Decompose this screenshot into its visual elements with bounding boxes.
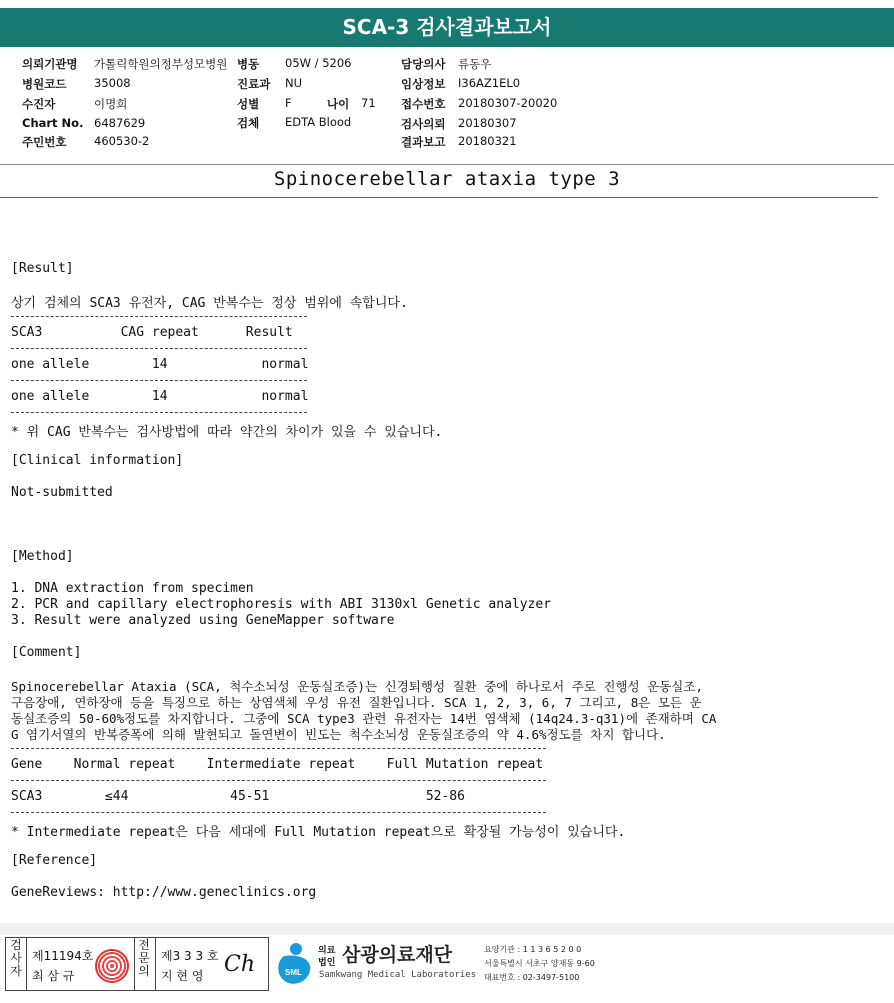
- table-divider: [11, 316, 307, 317]
- divider: [155, 938, 156, 990]
- comment-line-3: 동실조증의 50-60%정도를 차지합니다. 그중에 SCA type3 관련 유전자는 14번 염색체 (14q24.3-q31)에 존재하며 CA: [11, 711, 717, 726]
- label-ward: 병동: [237, 57, 260, 71]
- label-chart-no: Chart No.: [22, 116, 84, 130]
- table-divider: [11, 748, 546, 749]
- value-requesting-org: 가톨릭학원의정부성모병원: [94, 57, 228, 71]
- label-resident-no: 주민번호: [22, 135, 67, 149]
- value-resident-no: 460530-2: [94, 134, 150, 148]
- value-ward: 05W / 5206: [285, 56, 352, 70]
- label-patient: 수진자: [22, 97, 56, 111]
- result-table-header: SCA3 CAG repeat Result: [11, 325, 293, 340]
- reference-heading: [Reference]: [11, 853, 98, 868]
- result-note: * 위 CAG 반복수는 검사방법에 따라 약간의 차이가 있을 수 있습니다.: [11, 425, 443, 440]
- label-clinical-info: 임상정보: [401, 77, 446, 91]
- divider: [26, 938, 27, 990]
- result-heading: [Result]: [11, 261, 74, 276]
- value-specimen: EDTA Blood: [285, 115, 352, 129]
- value-sex: F: [285, 96, 292, 110]
- value-doctor: 류동우: [458, 57, 492, 71]
- address: 서울특별시 서초구 양재동 9-60: [484, 959, 595, 968]
- label-department: 진료과: [237, 77, 271, 91]
- comment-line-1: Spinocerebellar Ataxia (SCA, 척수소뇌성 운동실조증)는 신경퇴행성 질환 중에 하나로서 주로 진행성 운동실조,: [11, 679, 703, 694]
- value-chart-no: 6487629: [94, 116, 146, 130]
- comment-line-4: G 염기서열의 반복증폭에 의해 발현되고 돌연변이 빈도는 척수소뇌성 운동실조증의 약 4.6%정도를 차지 합니다.: [11, 727, 666, 742]
- test-title: Spinocerebellar ataxia type 3: [273, 168, 621, 190]
- reference-link[interactable]: GeneReviews: http://www.geneclinics.org: [11, 885, 317, 900]
- value-clinical-info: I36AZ1EL0: [458, 76, 521, 90]
- comment-note: * Intermediate repeat은 다음 세대에 Full Mutation repeat으로 확장될 가능성이 있습니다.: [11, 825, 626, 840]
- approver-name: 지 현 영: [161, 969, 204, 983]
- approver-label: 전 문 의: [138, 938, 150, 978]
- value-hospital-code: 35008: [94, 76, 131, 90]
- result-row-2: one allele 14 normal: [11, 389, 309, 404]
- table-divider: [11, 412, 307, 413]
- seal-stamp-icon: [95, 949, 129, 983]
- label-request-date: 검사의뢰: [401, 117, 446, 131]
- brand-prefix-1: 의료: [318, 946, 336, 956]
- label-requesting-org: 의뢰기관명: [22, 57, 78, 71]
- method-item-2: 2. PCR and capillary electrophoresis with ABI 3130xl Genetic analyzer: [11, 597, 552, 612]
- report-title-bar: [0, 8, 894, 47]
- signature-box: [5, 937, 269, 991]
- label-specimen: 검체: [237, 116, 260, 130]
- samkwang-logo-icon: [272, 940, 314, 986]
- clinical-text: Not-submitted: [11, 485, 113, 500]
- phone-number: 대표번호 : 02-3497-5100: [484, 973, 580, 982]
- value-department: NU: [285, 76, 303, 90]
- approver-license-no: 제3 3 3 호: [161, 949, 219, 963]
- value-age: 71: [361, 96, 376, 110]
- brand-name: 삼광의료재단: [342, 944, 453, 966]
- patient-info-header: [0, 52, 894, 165]
- repeat-table-row: SCA3 ≤44 45-51 52-86: [11, 789, 465, 804]
- inspector-license-no: 제11194호: [32, 949, 94, 963]
- logo-text: SML: [285, 968, 302, 977]
- table-divider: [11, 348, 307, 349]
- table-divider: [11, 380, 307, 381]
- label-doctor: 담당의사: [401, 57, 446, 71]
- clinical-heading: [Clinical information]: [11, 453, 184, 468]
- value-receipt-no: 20180307-20020: [458, 96, 558, 110]
- table-divider: [11, 780, 546, 781]
- signature: Ch: [224, 952, 256, 977]
- comment-line-2: 구음장애, 연하장애 등을 특징으로 하는 상염색체 우성 유전 질환입니다. SCA 1, 2, 3, 6, 7 그리고, 8은 모든 운: [11, 695, 702, 710]
- method-heading: [Method]: [11, 549, 74, 564]
- result-summary: 상기 검체의 SCA3 유전자, CAG 반복수는 정상 범위에 속합니다.: [11, 296, 408, 311]
- label-receipt-no: 접수번호: [401, 97, 446, 111]
- value-report-date: 20180321: [458, 134, 517, 148]
- label-sex: 성별: [237, 97, 260, 111]
- value-patient: 이명희: [94, 97, 128, 111]
- inspector-label: 검 사 자: [10, 938, 22, 978]
- institution-code: 요양기관 : 1 1 3 6 5 2 0 0: [484, 945, 582, 954]
- method-item-3: 3. Result were analyzed using GeneMapper software: [11, 613, 395, 628]
- label-report-date: 결과보고: [401, 135, 446, 149]
- brand-prefix-2: 법인: [318, 958, 336, 968]
- brand-english-name: Samkwang Medical Laboratories: [319, 970, 477, 980]
- report-title: SCA-3 검사결과보고서: [342, 15, 552, 39]
- method-item-1: 1. DNA extraction from specimen: [11, 581, 254, 596]
- footer-band: [0, 923, 894, 935]
- value-request-date: 20180307: [458, 116, 517, 130]
- label-age: 나이: [327, 97, 350, 111]
- comment-heading: [Comment]: [11, 645, 82, 660]
- title-divider: [0, 197, 878, 198]
- inspector-name: 최 삼 규: [32, 969, 75, 983]
- repeat-table-header: Gene Normal repeat Intermediate repeat Full Mutation repeat: [11, 757, 544, 772]
- table-divider: [11, 812, 546, 813]
- result-row-1: one allele 14 normal: [11, 357, 309, 372]
- label-hospital-code: 병원코드: [22, 77, 67, 91]
